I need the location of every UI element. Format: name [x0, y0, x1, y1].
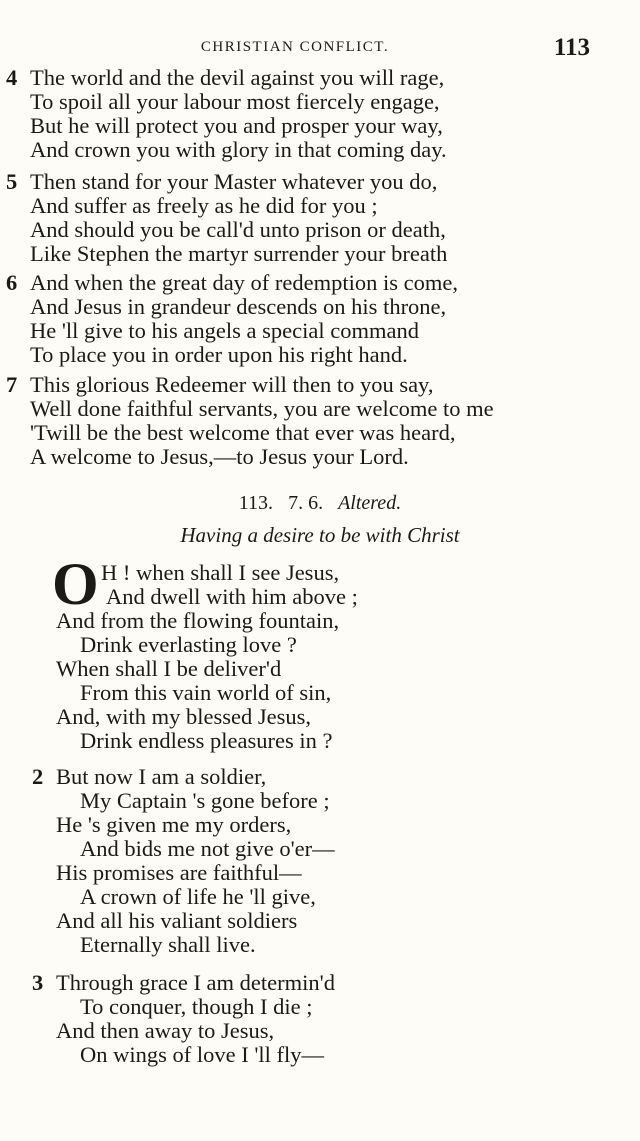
verse-line: On wings of love I 'll fly— [80, 1042, 325, 1067]
verse-line: From this vain world of sin, [80, 680, 332, 705]
verse-line: He 'll give to his angels a special command [30, 318, 419, 343]
verse-line: His promises are faithful— [56, 860, 302, 885]
verse-line: To conquer, though I die ; [80, 994, 313, 1019]
page-header [0, 34, 640, 62]
verse-line: And Jesus in grandeur descends on his throne, [30, 294, 447, 319]
verse-line: My Captain 's gone before ; [80, 788, 330, 813]
verse-line: And from the flowing fountain, [56, 608, 340, 633]
verse-line: And suffer as freely as he did for you ; [30, 193, 378, 218]
verse-line: And then away to Jesus, [56, 1018, 275, 1043]
verse-line: Like Stephen the martyr surrender your breath [30, 241, 448, 266]
verse-line: This glorious Redeemer will then to you say, [30, 372, 434, 397]
verse-line: Through grace I am determin'd [56, 970, 335, 995]
verse-line: A crown of life he 'll give, [80, 884, 316, 909]
hymn-heading [0, 492, 640, 515]
stanza-number: 5 [6, 169, 18, 194]
verse-line: To place you in order upon his right hand. [30, 342, 408, 367]
verse-line: He 's given me my orders, [56, 812, 292, 837]
verse-line: And, with my blessed Jesus, [56, 704, 311, 729]
verse-line: And should you be call'd unto prison or death, [30, 217, 446, 242]
verse-line: When shall I be deliver'd [56, 656, 282, 681]
hymn-meter: 7. 6. [288, 492, 324, 514]
verse-line: And all his valiant soldiers [56, 908, 298, 933]
drop-cap: O [52, 551, 99, 617]
verse-line: 'Twill be the best welcome that ever was heard, [30, 420, 456, 445]
verse-line: But now I am a soldier, [56, 764, 267, 789]
verse-line: And dwell with him above ; [106, 584, 358, 609]
verse-line: H ! when shall I see Jesus, [101, 560, 340, 585]
verse-line: To spoil all your labour most fiercely engage, [30, 89, 440, 114]
hymn-title: Having a desire to be with Christ [180, 523, 460, 547]
stanza-number: 6 [6, 270, 18, 295]
page-number: 113 [553, 34, 590, 61]
stanza-number: 2 [32, 764, 44, 789]
verse-line: And crown you with glory in that coming day. [30, 137, 447, 162]
verse-line: But he will protect you and prosper your way, [30, 113, 443, 138]
verse-line: Well done faithful servants, you are welcome to me [30, 396, 494, 421]
hymn-number: 113. [238, 492, 274, 514]
verse-line: A welcome to Jesus,—to Jesus your Lord. [30, 444, 409, 469]
hymn-note: Altered. [338, 492, 402, 514]
stanza-number: 3 [32, 970, 44, 995]
stanza-number: 4 [6, 65, 18, 90]
running-head: CHRISTIAN CONFLICT. [200, 39, 390, 55]
verse-line: Drink everlasting love ? [80, 632, 297, 657]
verse-line: And bids me not give o'er— [80, 836, 335, 861]
verse-line: Drink endless pleasures in ? [80, 728, 333, 753]
verse-line: Then stand for your Master whatever you do, [30, 169, 438, 194]
verse-line: And when the great day of redemption is come, [30, 270, 458, 295]
verse-line: The world and the devil against you will rage, [30, 65, 445, 90]
stanza-number: 7 [6, 372, 18, 397]
verse-line: Eternally shall live. [80, 932, 256, 957]
